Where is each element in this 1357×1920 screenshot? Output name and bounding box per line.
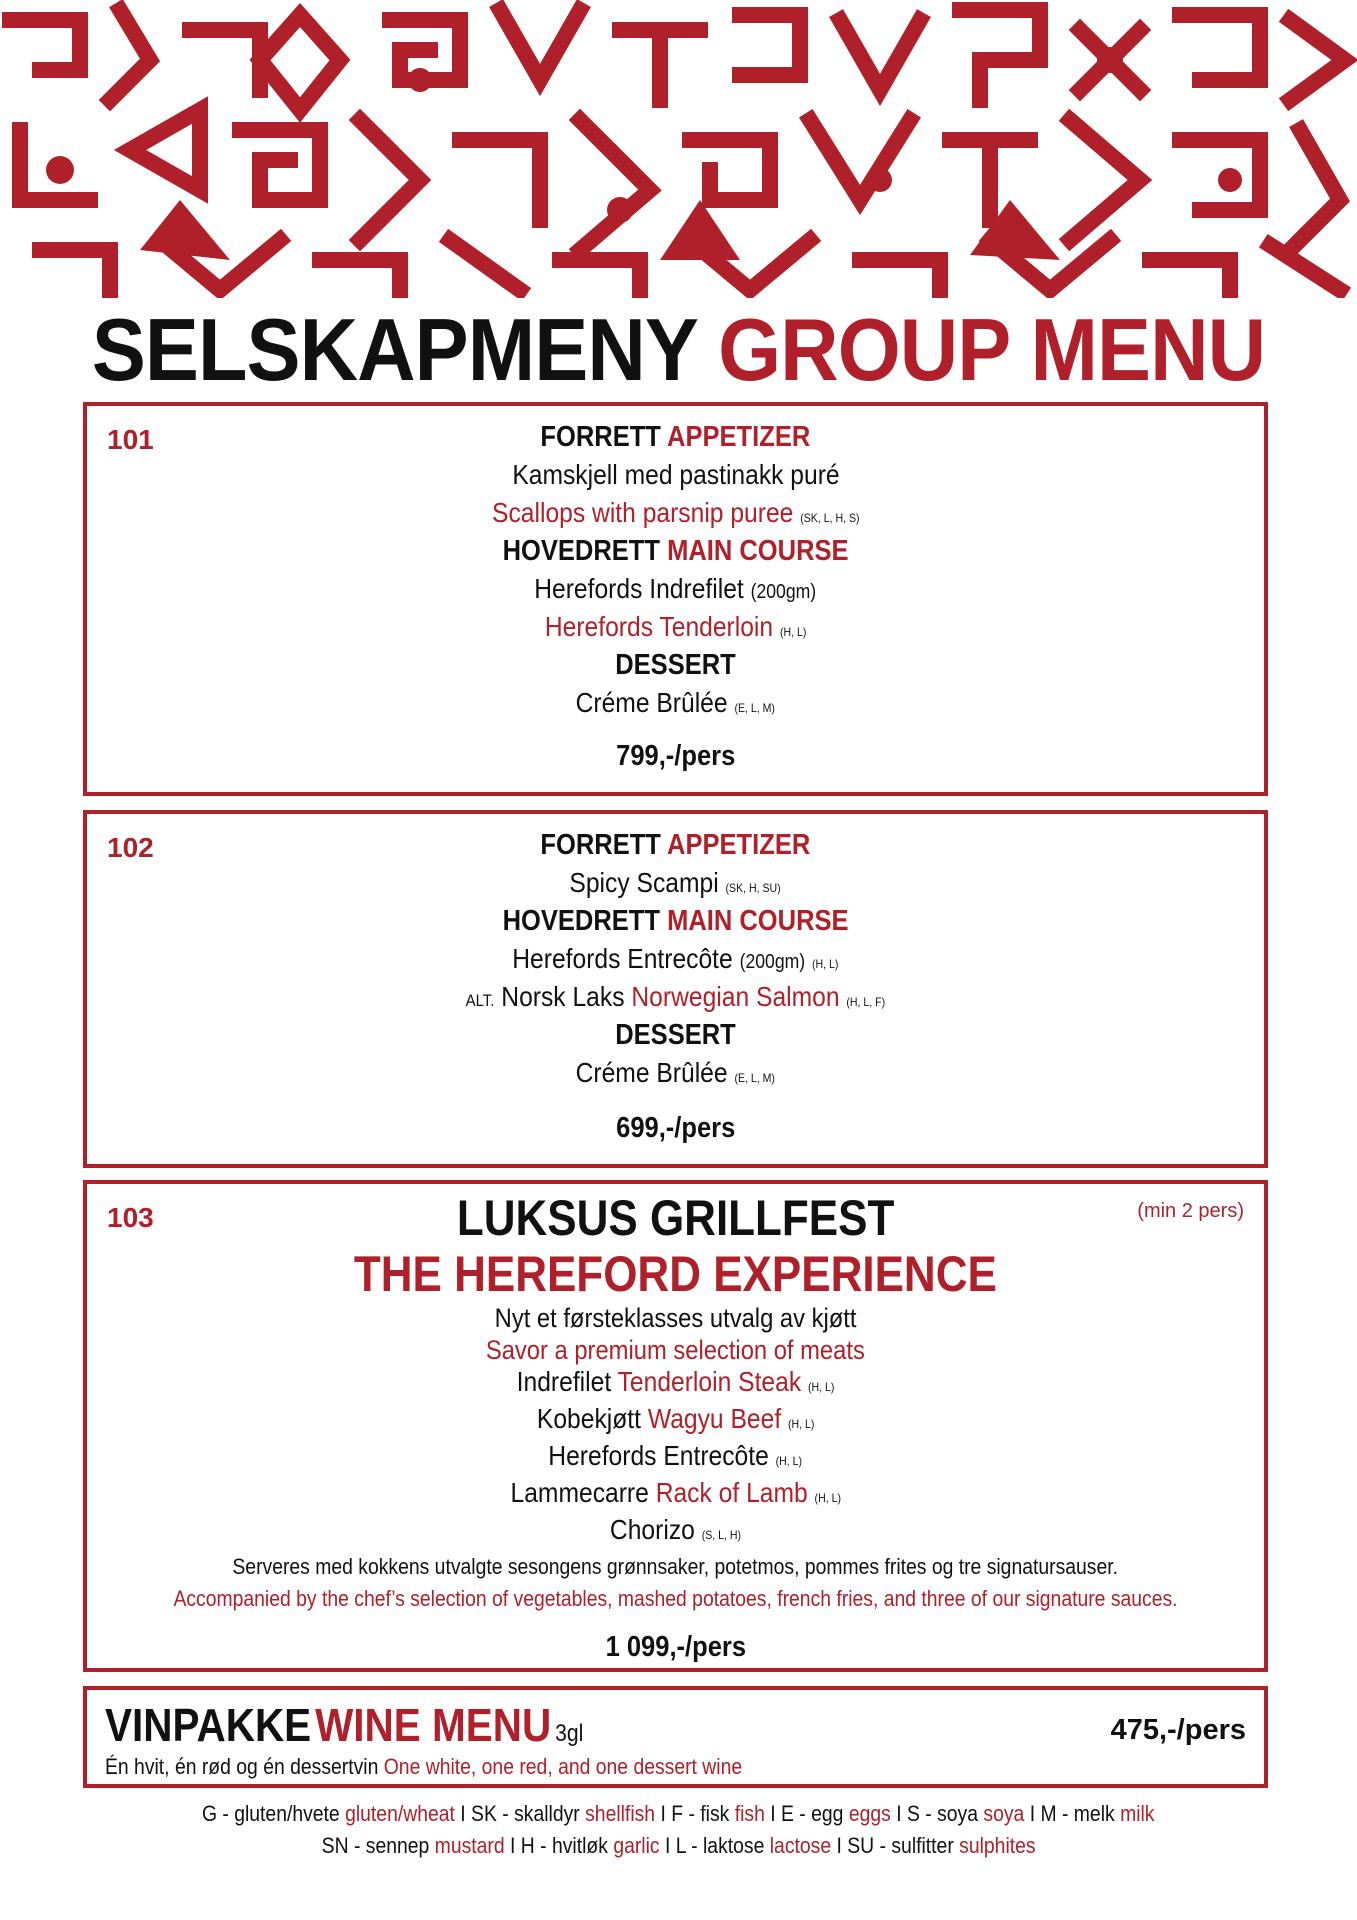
dish-en: Herefords Tenderloin [544,611,774,642]
course-label-en: MAIN COURSE [666,535,849,567]
allergens: (H, L) [775,1454,803,1468]
legend-en: milk [1120,1801,1155,1826]
dessert: Créme Brûlée [575,687,728,718]
dessert: Créme Brûlée [575,1057,728,1088]
legend-separator: I [509,1833,516,1858]
wine-desc-en: One white, one red, and one dessert wine [383,1754,743,1779]
wine-menu-box [83,1686,1268,1788]
allergens: (SK, H, SU) [725,881,782,895]
dish: Spicy Scampi [569,867,720,898]
meat-no: Chorizo [609,1514,695,1545]
meat-en: Rack of Lamb [655,1477,808,1508]
menu-103-box [83,1180,1268,1672]
allergens: (E, L, M) [734,701,776,715]
title-english: GROUP MENU [718,300,1266,399]
legend-code: E - egg [781,1801,844,1826]
price: 699,-/pers [615,1112,736,1144]
page-title [54,300,1302,400]
allergens: (H, L) [812,957,839,971]
legend-code: SN - sennep [321,1833,430,1858]
allergen-legend [0,1798,1357,1862]
legend-code: F - fisk [671,1801,730,1826]
dish-no: Herefords Indrefilet [534,573,745,604]
intro-no: Nyt et førsteklasses utvalg av kjøtt [494,1303,857,1333]
allergens: (H, L) [779,625,807,639]
title-norwegian: SELSKAPMENY [91,300,697,399]
course-label: DESSERT [615,1019,736,1051]
legend-separator: I [896,1801,902,1826]
menu-102-box [83,810,1268,1168]
price: 799,-/pers [615,740,736,772]
legend-en: fish [734,1801,766,1826]
wine-desc-no: Én hvit, én rød og én dessertvin [105,1754,379,1779]
course-label: DESSERT [615,649,736,681]
legend-separator: I [836,1833,842,1858]
menu-103-content [87,1190,1264,1664]
allergens: (S, L, H) [701,1528,742,1542]
served-with-en: Accompanied by the chef’s selection of vegetables, mashed potatoes, french fries, and three of our signature sauces. [173,1586,1178,1611]
legend-code: SK - skalldyr [471,1801,581,1826]
legend-en: eggs [849,1801,892,1826]
legend-en: sulphites [959,1833,1036,1858]
legend-code: H - hvitløk [520,1833,608,1858]
dish-en: Scallops with parsnip puree [491,497,794,528]
price: 1 099,-/pers [605,1631,746,1663]
legend-en: soya [983,1801,1025,1826]
weight: (200gm) [750,581,817,603]
alt-dish-en: Norwegian Salmon [631,981,840,1012]
wine-description [105,1754,829,1780]
legend-separator: I [664,1833,671,1858]
allergens: (H, L) [814,1491,841,1505]
alt-dish-no: Norsk Laks [501,981,625,1012]
wine-title-no: VINPAKKE [105,1699,312,1751]
alt-label: ALT. [465,991,495,1010]
menu-101-box [83,402,1268,796]
served-with-no: Serveres med kokkens utvalgte sesongens grønnsaker, potetmos, pommes frites og tre signatursauser. [232,1554,1119,1579]
course-label-no: FORRETT [540,829,662,861]
legend-en: shellfish [585,1801,656,1826]
allergens: (E, L, M) [734,1071,776,1085]
wine-price: 475,-/pers [1110,1714,1246,1746]
allergens: (H, L) [807,1380,835,1394]
meat-en: Tenderloin Steak [617,1366,802,1397]
header-pattern-image [0,0,1357,298]
meat-no: Herefords Entrecôte [548,1440,770,1471]
wine-title [105,1698,649,1752]
course-label-no: HOVEDRETT [502,535,660,567]
weight: (200gm) [739,951,806,973]
legend-separator: I [660,1801,667,1826]
legend-en: mustard [434,1833,505,1858]
dish: Herefords Entrecôte [512,943,733,974]
menu-number: 102 [107,832,154,863]
meat-en: Wagyu Beef [647,1403,781,1434]
menu-number: 103 [107,1202,154,1233]
legend-en: lactose [769,1833,831,1858]
course-label-en: MAIN COURSE [666,905,849,937]
grill-title-no: LUKSUS GRILLFEST [456,1190,895,1246]
legend-code: M - melk [1040,1801,1115,1826]
intro-en: Savor a premium selection of meats [485,1335,866,1365]
legend-code: SU - sulfitter [847,1833,954,1858]
legend-code: L - laktose [675,1833,765,1858]
legend-en: gluten/wheat [345,1801,456,1826]
legend-code: S - soya [907,1801,979,1826]
course-label-en: APPETIZER [667,421,811,453]
legend-separator: I [460,1801,466,1826]
meat-no: Lammecarre [510,1477,649,1508]
grill-title-en: THE HEREFORD EXPERIENCE [353,1246,997,1302]
legend-separator: I [1029,1801,1036,1826]
allergens: (H, L, F) [846,995,886,1009]
course-label-no: HOVEDRETT [502,905,660,937]
legend-code: G - gluten/hvete [202,1801,340,1826]
legend-separator: I [770,1801,776,1826]
meat-no: Indrefilet [516,1366,612,1397]
menu-101-content [87,418,1264,773]
course-label-no: FORRETT [540,421,662,453]
allergens: (H, L) [787,1417,815,1431]
menu-102-content [87,826,1264,1145]
allergens: (SK, L, H, S) [799,511,860,525]
meat-no: Kobekjøtt [536,1403,641,1434]
legend-en: garlic [613,1833,660,1858]
wine-glasses: 3gl [555,1720,584,1747]
course-label-en: APPETIZER [667,829,811,861]
dish-no: Kamskjell med pastinakk puré [511,459,840,490]
min-persons-note: (min 2 pers) [1137,1200,1244,1222]
menu-number: 101 [107,424,154,455]
wine-title-en: WINE MENU [315,1699,552,1751]
